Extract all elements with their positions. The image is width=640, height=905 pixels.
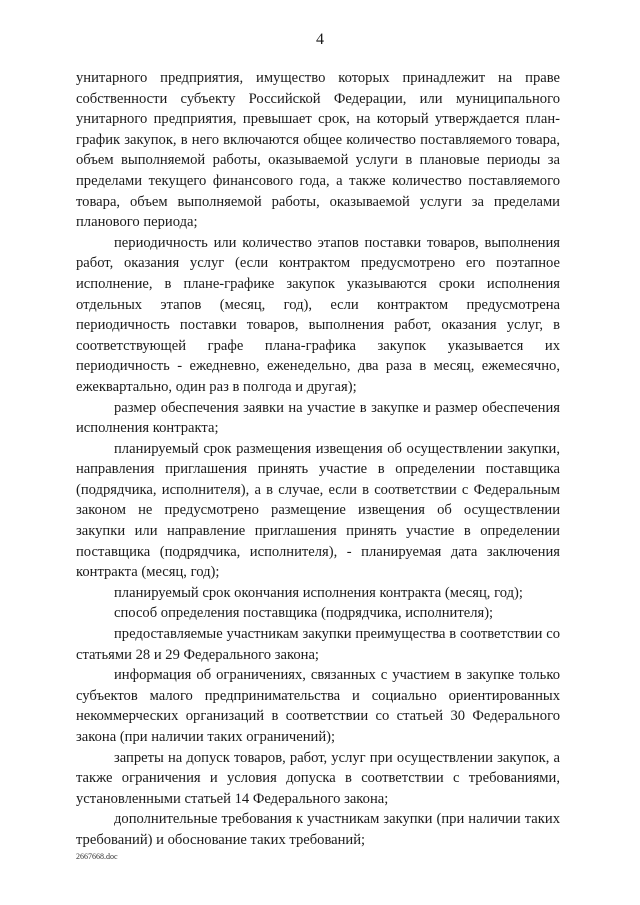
paragraph: размер обеспечения заявки на участие в закупке и размер обеспечения исполнения контракта;: [76, 399, 560, 437]
paragraph: планируемый срок размещения извещения об осуществлении закупки, направления приглашения принять участие в определении поставщика (подрядчика, исполнителя), а в случае, если в соответствии с Федеральным законом не предусмотрено размещение извещения об осуществлении закупки или направление приглашения принять участие в определении поставщика (подрядчика, исполнителя), - планируемая дата заключения контракта (месяц, год);: [76, 440, 560, 581]
document-filename: 2667668.doc: [76, 852, 118, 861]
paragraph: информация об ограничениях, связанных с участием в закупке только субъектов малого предпринимательства и социально ориентированных некоммерческих организаций в соответствии со статьей 30 Федерального закона (при наличии таких ограничений);: [76, 667, 560, 745]
paragraph: способ определения поставщика (подрядчика, исполнителя);: [114, 605, 494, 622]
paragraph: унитарного предприятия, имущество которых принадлежит на праве собственности субъекту Российской Федерации, или муниципального унитарного предприятия, превышает срок, на который утверждается план-график закупок, в него включаются общее количество поставляемого товара, объем выполняемой работы, оказываемой услуги в плановые периоды за пределами текущего финансового года, а также количество поставляемого товара, объем выполняемой работы, оказываемой услуги за пределами планового периода;: [76, 70, 560, 231]
paragraph: планируемый срок окончания исполнения контракта (месяц, год);: [114, 584, 523, 601]
paragraph: периодичность или количество этапов поставки товаров, выполнения работ, оказания услуг (если контрактом предусмотрено его поэтапное исполнение, в плане-графике закупок указываются сроки исполнения отдельных этапов (месяц, год), если контрактом предусмотрена периодичность поставки товаров, выполнения работ, оказания услуг, в соответствующей графе плана-графика закупок указывается их периодичность - ежедневно, еженедельно, два раза в месяц, ежемесячно, ежеквартально, один раз в полгода и другая);: [76, 234, 560, 395]
paragraph: запреты на допуск товаров, работ, услуг при осуществлении закупок, а также ограничения и условия допуска в соответствии с требованиями, установленными статьей 14 Федерального закона;: [76, 749, 560, 807]
paragraph: дополнительные требования к участникам закупки (при наличии таких требований) и обоснование таких требований;: [76, 811, 560, 848]
paragraph: предоставляемые участникам закупки преимущества в соответствии со статьями 28 и 29 Федерального закона;: [76, 626, 560, 663]
document-body: [76, 68, 560, 851]
page-number: 4: [316, 31, 324, 48]
